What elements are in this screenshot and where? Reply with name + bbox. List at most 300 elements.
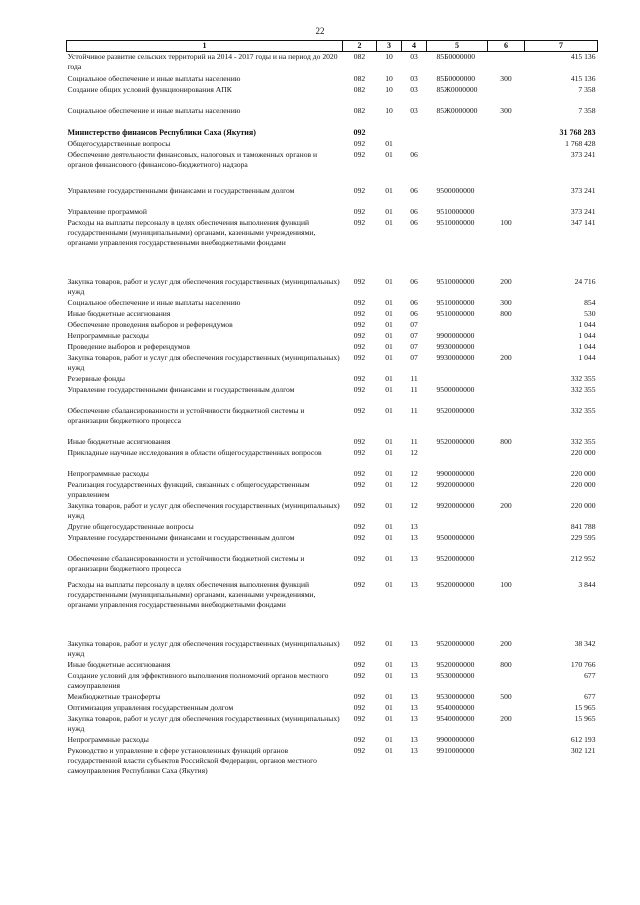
table-row xyxy=(67,139,598,150)
row-name: Иные бюджетные ассигнования xyxy=(67,308,171,318)
row-expense-type: 200 xyxy=(500,500,512,510)
row-ved: 082 xyxy=(353,73,366,83)
row-section: 01 xyxy=(385,479,393,489)
row-amount: 15 965 xyxy=(574,713,596,723)
row-name: Создание общих условий функционирования АПК xyxy=(67,84,232,94)
row-amount: 530 xyxy=(584,308,596,318)
row-name: Закупка товаров, работ и услуг для обеспечения государственных (муниципальных) нужд xyxy=(67,713,340,733)
table-row xyxy=(67,320,598,331)
row-section: 01 xyxy=(385,352,393,362)
row-section: 01 xyxy=(385,149,393,159)
row-target-code: 9500000000 xyxy=(436,532,475,542)
row-target-code xyxy=(427,320,488,331)
row-expense-type: 200 xyxy=(500,352,512,362)
row-subsection: 13 xyxy=(410,553,418,563)
row-target-code: 9520000000 xyxy=(436,553,475,563)
row-amount: 7 358 xyxy=(578,105,596,115)
row-subsection: 06 xyxy=(410,149,418,159)
row-amount: 332 355 xyxy=(570,405,596,415)
row-ved: 092 xyxy=(353,206,366,216)
row-amount: 220 000 xyxy=(570,468,596,478)
table-row xyxy=(67,746,598,779)
row-name: Управление программой xyxy=(67,206,147,216)
row-amount: 332 355 xyxy=(570,436,596,446)
row-name: Иные бюджетные ассигнования xyxy=(67,659,171,669)
row-section: 01 xyxy=(385,638,393,648)
row-subsection: 07 xyxy=(410,352,418,362)
table-row xyxy=(67,85,598,106)
row-subsection: 13 xyxy=(410,579,418,589)
table-row xyxy=(67,207,598,218)
row-amount: 841 788 xyxy=(570,521,596,531)
table-row xyxy=(67,671,598,692)
table-row xyxy=(67,74,598,85)
row-subsection: 13 xyxy=(410,670,418,680)
row-subsection: 07 xyxy=(410,341,418,351)
row-subsection: 13 xyxy=(410,638,418,648)
row-amount: 1 044 xyxy=(578,352,596,362)
header-col-6: 6 xyxy=(488,41,525,52)
row-expense-type: 100 xyxy=(500,217,512,227)
row-name: Закупка товаров, работ и услуг для обеспечения государственных (муниципальных) нужд xyxy=(67,276,340,296)
row-name: Руководство и управление в сфере установленных функций органов государственной власти субъектов Российской Федерации, органов местного самоуправления Республики Саха (Якутия) xyxy=(67,745,317,775)
row-section: 01 xyxy=(385,297,393,307)
row-ved: 092 xyxy=(353,373,366,383)
row-amount: 1 044 xyxy=(578,330,596,340)
row-target-code xyxy=(427,128,488,139)
row-target-code: 9540000000 xyxy=(436,713,475,723)
row-ved: 092 xyxy=(353,479,366,489)
header-col-1: 1 xyxy=(67,41,343,52)
row-name: Непрограммные расходы xyxy=(67,468,149,478)
row-name: Обеспечение проведения выборов и референдумов xyxy=(67,319,233,329)
row-subsection: 06 xyxy=(410,276,418,286)
row-subsection: 13 xyxy=(410,713,418,723)
header-col-7: 7 xyxy=(525,41,598,52)
row-expense-type xyxy=(488,186,525,207)
row-amount: 1 768 428 xyxy=(565,138,596,148)
row-section: 01 xyxy=(385,308,393,318)
row-section: 10 xyxy=(385,84,393,94)
row-target-code xyxy=(427,374,488,385)
table-row xyxy=(67,186,598,207)
row-ved: 082 xyxy=(353,52,366,61)
table-row xyxy=(67,437,598,448)
row-section: 01 xyxy=(385,384,393,394)
table-row xyxy=(67,128,598,139)
row-section: 01 xyxy=(385,702,393,712)
header-row xyxy=(67,41,598,52)
row-name: Другие общегосударственные вопросы xyxy=(67,521,194,531)
row-expense-type: 200 xyxy=(500,713,512,723)
row-ved: 092 xyxy=(353,276,366,286)
header-col-5: 5 xyxy=(427,41,488,52)
row-section: 01 xyxy=(385,185,393,195)
row-subsection: 03 xyxy=(410,105,418,115)
row-amount: 24 716 xyxy=(574,276,596,286)
row-expense-type: 800 xyxy=(500,659,512,669)
row-name: Обеспечение деятельности финансовых, налоговых и таможенных органов и органов финансового (финансово-бюджетного) надзора xyxy=(67,149,318,169)
row-expense-type xyxy=(488,331,525,342)
row-expense-type xyxy=(488,522,525,533)
row-name: Расходы на выплаты персоналу в целях обеспечения выполнения функций государственными (муниципальными) органами, казенными учреждениями, органами управления государственными внебюджетными фондами xyxy=(67,217,316,247)
row-amount: 373 241 xyxy=(570,149,596,159)
row-ved: 092 xyxy=(353,217,366,227)
row-target-code: 9530000000 xyxy=(436,670,475,680)
row-target-code: 9510000000 xyxy=(436,308,475,318)
row-section: 01 xyxy=(385,341,393,351)
row-name: Иные бюджетные ассигнования xyxy=(67,436,171,446)
table-row xyxy=(67,714,598,735)
row-name: Социальное обеспечение и иные выплаты населению xyxy=(67,73,241,83)
row-target-code: 85Б0000000 xyxy=(436,52,476,61)
row-section: 10 xyxy=(385,73,393,83)
row-subsection: 12 xyxy=(410,479,418,489)
row-expense-type xyxy=(488,533,525,554)
row-ved: 092 xyxy=(353,702,366,712)
row-ved: 092 xyxy=(353,149,366,159)
row-amount: 677 xyxy=(584,691,596,701)
row-target-code: 9530000000 xyxy=(436,691,475,701)
row-section: 01 xyxy=(385,319,393,329)
row-section: 01 xyxy=(385,373,393,383)
row-section: 01 xyxy=(385,468,393,478)
row-ved: 092 xyxy=(353,308,366,318)
row-amount: 415 136 xyxy=(570,73,596,83)
row-target-code: 9510000000 xyxy=(436,217,475,227)
row-target-code: 9510000000 xyxy=(436,206,475,216)
table-row xyxy=(67,448,598,469)
row-section: 01 xyxy=(385,500,393,510)
row-name: Общегосударственные вопросы xyxy=(67,138,171,148)
table-row xyxy=(67,639,598,660)
table-row xyxy=(67,353,598,374)
row-ved: 092 xyxy=(353,638,366,648)
row-section xyxy=(377,128,402,139)
row-section: 01 xyxy=(385,217,393,227)
row-ved: 092 xyxy=(353,185,366,195)
row-section: 01 xyxy=(385,691,393,701)
row-expense-type: 500 xyxy=(500,691,512,701)
row-target-code: 9510000000 xyxy=(436,297,475,307)
row-expense-type: 300 xyxy=(500,297,512,307)
row-subsection: 11 xyxy=(410,436,418,446)
row-expense-type xyxy=(488,320,525,331)
row-amount: 7 358 xyxy=(578,84,596,94)
row-ved: 082 xyxy=(353,105,366,115)
row-expense-type xyxy=(488,671,525,692)
table-row xyxy=(67,703,598,714)
row-section: 01 xyxy=(385,330,393,340)
row-name: Обеспечение сбалансированности и устойчивости бюджетной системы и организации бюджетного процесса xyxy=(67,553,305,573)
row-target-code: 9520000000 xyxy=(436,405,475,415)
row-amount: 1 044 xyxy=(578,319,596,329)
row-amount: 347 141 xyxy=(570,217,596,227)
row-subsection xyxy=(402,139,427,150)
row-subsection: 11 xyxy=(410,373,418,383)
row-subsection: 12 xyxy=(410,500,418,510)
row-ved: 092 xyxy=(353,319,366,329)
table-row xyxy=(67,660,598,671)
row-subsection: 13 xyxy=(410,702,418,712)
row-subsection: 03 xyxy=(410,73,418,83)
row-amount: 220 000 xyxy=(570,447,596,457)
row-amount: 220 000 xyxy=(570,479,596,489)
row-section: 01 xyxy=(385,276,393,286)
row-section: 01 xyxy=(385,206,393,216)
row-ved: 092 xyxy=(353,384,366,394)
table-row xyxy=(67,309,598,320)
row-target-code: 9520000000 xyxy=(436,659,475,669)
row-target-code: 9520000000 xyxy=(436,579,475,589)
row-expense-type xyxy=(488,150,525,186)
row-name: Закупка товаров, работ и услуг для обеспечения государственных (муниципальных) нужд xyxy=(67,638,340,658)
row-section: 01 xyxy=(385,659,393,669)
row-expense-type: 800 xyxy=(500,308,512,318)
row-section: 01 xyxy=(385,579,393,589)
row-subsection: 07 xyxy=(410,330,418,340)
row-ved: 092 xyxy=(353,579,366,589)
table-row xyxy=(67,554,598,580)
row-section: 01 xyxy=(385,532,393,542)
row-section: 01 xyxy=(385,436,393,446)
row-section: 01 xyxy=(385,553,393,563)
row-subsection: 06 xyxy=(410,217,418,227)
row-ved: 082 xyxy=(353,84,366,94)
row-ved: 092 xyxy=(353,447,366,457)
row-subsection: 13 xyxy=(410,734,418,744)
row-expense-type xyxy=(488,703,525,714)
row-amount: 302 121 xyxy=(570,745,596,755)
table-row xyxy=(67,342,598,353)
row-amount: 332 355 xyxy=(570,384,596,394)
table-row xyxy=(67,533,598,554)
row-name: Социальное обеспечение и иные выплаты населению xyxy=(67,297,241,307)
row-subsection: 13 xyxy=(410,745,418,755)
row-ved: 092 xyxy=(353,734,366,744)
row-amount: 220 000 xyxy=(570,500,596,510)
row-expense-type xyxy=(488,735,525,746)
row-name: Управление государственными финансами и государственным долгом xyxy=(67,532,295,542)
row-subsection: 12 xyxy=(410,447,418,457)
row-expense-type xyxy=(488,139,525,150)
row-expense-type xyxy=(488,480,525,501)
row-amount: 332 355 xyxy=(570,373,596,383)
row-ved: 092 xyxy=(353,127,366,137)
row-ved: 092 xyxy=(353,670,366,680)
row-name: Управление государственными финансами и государственным долгом xyxy=(67,185,295,195)
row-target-code: 9920000000 xyxy=(436,500,475,510)
row-expense-type xyxy=(488,128,525,139)
table-row xyxy=(67,298,598,309)
row-ved: 092 xyxy=(353,553,366,563)
row-amount: 373 241 xyxy=(570,206,596,216)
row-expense-type xyxy=(488,207,525,218)
row-ved: 092 xyxy=(353,532,366,542)
row-name: Министерство финансов Республики Саха (Якутия) xyxy=(67,127,256,137)
table-row xyxy=(67,277,598,298)
row-expense-type: 200 xyxy=(500,276,512,286)
row-section: 10 xyxy=(385,52,393,61)
row-ved: 092 xyxy=(353,659,366,669)
row-target-code: 85Б0000000 xyxy=(436,73,476,83)
row-subsection: 11 xyxy=(410,405,418,415)
row-subsection: 13 xyxy=(410,521,418,531)
row-ved: 092 xyxy=(353,297,366,307)
row-expense-type: 800 xyxy=(500,436,512,446)
row-target-code: 9900000000 xyxy=(436,734,475,744)
row-amount: 854 xyxy=(584,297,596,307)
row-expense-type xyxy=(488,85,525,106)
row-name: Прикладные научные исследования в области общегосударственных вопросов xyxy=(67,447,322,457)
row-ved: 092 xyxy=(353,713,366,723)
row-subsection: 13 xyxy=(410,691,418,701)
row-target-code: 9930000000 xyxy=(436,352,475,362)
row-name: Резервные фонды xyxy=(67,373,126,383)
row-amount: 677 xyxy=(584,670,596,680)
row-section: 01 xyxy=(385,713,393,723)
row-target-code xyxy=(427,448,488,469)
row-expense-type xyxy=(488,342,525,353)
header-col-4: 4 xyxy=(402,41,427,52)
table-row xyxy=(67,692,598,703)
row-target-code: 9540000000 xyxy=(436,702,475,712)
row-target-code: 9520000000 xyxy=(436,436,475,446)
table-row xyxy=(67,469,598,480)
row-subsection: 06 xyxy=(410,297,418,307)
row-target-code: 9910000000 xyxy=(436,745,475,755)
row-ved: 092 xyxy=(353,352,366,362)
row-ved: 092 xyxy=(353,468,366,478)
row-subsection: 06 xyxy=(410,308,418,318)
row-amount: 1 044 xyxy=(578,341,596,351)
row-target-code: 9920000000 xyxy=(436,479,475,489)
row-amount: 229 595 xyxy=(570,532,596,542)
table-row xyxy=(67,385,598,406)
row-ved: 092 xyxy=(353,341,366,351)
row-expense-type xyxy=(488,448,525,469)
row-name: Закупка товаров, работ и услуг для обеспечения государственных (муниципальных) нужд xyxy=(67,352,340,372)
row-name: Создание условий для эффективного выполнения полномочий органов местного самоуправления xyxy=(67,670,329,690)
row-section: 01 xyxy=(385,670,393,680)
row-subsection: 06 xyxy=(410,206,418,216)
table-row xyxy=(67,331,598,342)
row-amount: 170 766 xyxy=(570,659,596,669)
row-target-code xyxy=(427,139,488,150)
table-row xyxy=(67,52,598,74)
row-subsection: 03 xyxy=(410,84,418,94)
row-ved: 092 xyxy=(353,330,366,340)
row-subsection: 13 xyxy=(410,532,418,542)
table-row xyxy=(67,735,598,746)
row-name: Проведение выборов и референдумов xyxy=(67,341,190,351)
row-name: Социальное обеспечение и иные выплаты населению xyxy=(67,105,241,115)
table-row xyxy=(67,580,598,639)
row-subsection: 07 xyxy=(410,319,418,329)
row-amount: 212 952 xyxy=(570,553,596,563)
row-expense-type xyxy=(488,374,525,385)
row-target-code: 9520000000 xyxy=(436,638,475,648)
row-ved: 092 xyxy=(353,436,366,446)
row-ved: 092 xyxy=(353,521,366,531)
table-row xyxy=(67,218,598,277)
row-target-code: 9900000000 xyxy=(436,330,475,340)
table-row xyxy=(67,406,598,437)
row-expense-type: 100 xyxy=(500,579,512,589)
table-row xyxy=(67,501,598,522)
row-section: 01 xyxy=(385,405,393,415)
row-name: Непрограммные расходы xyxy=(67,330,149,340)
row-ved: 092 xyxy=(353,691,366,701)
row-subsection: 12 xyxy=(410,468,418,478)
row-amount: 373 241 xyxy=(570,185,596,195)
row-name: Управление государственными финансами и государственным долгом xyxy=(67,384,295,394)
header-col-2: 2 xyxy=(343,41,377,52)
row-expense-type xyxy=(488,385,525,406)
row-subsection: 06 xyxy=(410,185,418,195)
row-section: 01 xyxy=(385,138,393,148)
row-subsection xyxy=(402,128,427,139)
table-row xyxy=(67,106,598,128)
row-subsection: 03 xyxy=(410,52,418,61)
row-section: 01 xyxy=(385,745,393,755)
row-expense-type: 200 xyxy=(500,638,512,648)
row-target-code: 9500000000 xyxy=(436,185,475,195)
row-section: 01 xyxy=(385,447,393,457)
row-name: Устойчивое развитие сельских территорий на 2014 - 2017 годы и на период до 2020 года xyxy=(67,52,338,71)
row-target-code: 85Ж0000000 xyxy=(436,84,478,94)
row-expense-type xyxy=(488,469,525,480)
row-amount: 31 768 283 xyxy=(559,127,596,137)
budget-table xyxy=(66,40,598,779)
page-number: 22 xyxy=(315,26,325,36)
row-subsection: 11 xyxy=(410,384,418,394)
table-row xyxy=(67,480,598,501)
row-amount: 3 844 xyxy=(578,579,596,589)
row-target-code: 9900000000 xyxy=(436,468,475,478)
row-name: Закупка товаров, работ и услуг для обеспечения государственных (муниципальных) нужд xyxy=(67,500,340,520)
row-name: Оптимизация управления государственным долгом xyxy=(67,702,234,712)
row-ved: 092 xyxy=(353,405,366,415)
row-amount: 38 342 xyxy=(574,638,596,648)
row-name: Расходы на выплаты персоналу в целях обеспечения выполнения функций государственными (муниципальными) органами, казенными учреждениями, органами управления государственными внебюджетными фондами xyxy=(67,579,316,609)
row-name: Обеспечение сбалансированности и устойчивости бюджетной системы и организации бюджетного процесса xyxy=(67,405,305,425)
table-row xyxy=(67,150,598,186)
header-col-3: 3 xyxy=(377,41,402,52)
row-target-code: 9930000000 xyxy=(436,341,475,351)
row-name: Межбюджетные трансферты xyxy=(67,691,161,701)
row-target-code: 85Ж0000000 xyxy=(436,105,478,115)
row-name: Непрограммные расходы xyxy=(67,734,149,744)
row-section: 01 xyxy=(385,734,393,744)
row-expense-type xyxy=(488,406,525,437)
row-subsection: 13 xyxy=(410,659,418,669)
row-name: Реализация государственных функций, связанных с общегосударственным управлением xyxy=(67,479,310,499)
row-amount: 15 965 xyxy=(574,702,596,712)
row-target-code xyxy=(427,522,488,533)
row-target-code xyxy=(427,150,488,186)
row-ved: 092 xyxy=(353,500,366,510)
row-expense-type: 300 xyxy=(500,105,512,115)
row-section: 01 xyxy=(385,521,393,531)
row-amount: 612 193 xyxy=(570,734,596,744)
row-target-code: 9500000000 xyxy=(436,384,475,394)
row-target-code: 9510000000 xyxy=(436,276,475,286)
row-ved: 092 xyxy=(353,138,366,148)
row-expense-type: 300 xyxy=(500,73,512,83)
table-row xyxy=(67,374,598,385)
row-ved: 092 xyxy=(353,745,366,755)
